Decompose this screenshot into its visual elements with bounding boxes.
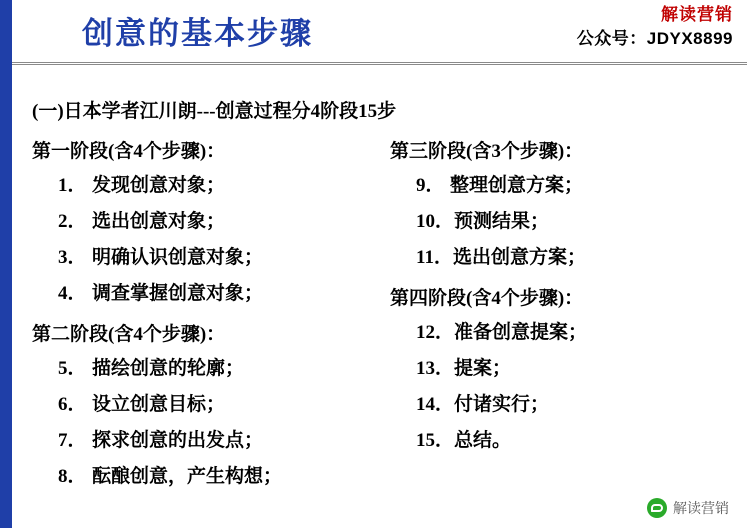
brand-name: 解读营销 — [661, 5, 733, 24]
list-item — [390, 242, 740, 269]
list-item — [390, 317, 740, 344]
item-text: 预测结果； — [454, 211, 550, 232]
item-number: 1． — [58, 175, 87, 196]
item-text: 提案； — [454, 358, 512, 379]
list-item — [390, 389, 740, 416]
stage-heading: 第一阶段(含4个步骤)： — [32, 141, 226, 162]
stage-heading: 第四阶段(含4个步骤)： — [390, 288, 584, 309]
item-number: 5． — [58, 358, 87, 379]
right-column — [390, 136, 740, 461]
list-item — [32, 389, 382, 416]
list-item — [390, 425, 740, 452]
item-number: 11． — [416, 247, 453, 268]
list-item — [32, 170, 382, 197]
wechat-logo-icon — [647, 498, 667, 518]
item-text: 准备创意提案； — [454, 322, 588, 343]
item-text: 描绘创意的轮廓； — [92, 358, 245, 379]
item-text: 探求创意的出发点； — [92, 430, 264, 451]
item-number: 10． — [416, 211, 455, 232]
item-text: 调查掌握创意对象； — [92, 283, 264, 304]
left-accent-bar — [0, 0, 12, 528]
item-text: 选出创意对象； — [92, 211, 226, 232]
list-item — [390, 353, 740, 380]
slide-header — [12, 0, 747, 62]
header-divider — [12, 62, 747, 65]
item-number: 6． — [58, 394, 87, 415]
item-number: 13． — [416, 358, 455, 379]
list-item — [32, 353, 382, 380]
item-text: 整理创意方案； — [450, 175, 584, 196]
item-number: 3． — [58, 247, 87, 268]
item-number: 14． — [416, 394, 455, 415]
footer-watermark — [647, 498, 729, 518]
item-text: 明确认识创意对象； — [92, 247, 264, 268]
item-number: 7． — [58, 430, 87, 451]
list-item — [390, 206, 740, 233]
intro-line: (一)日本学者江川朗---创意过程分4阶段15步 — [32, 101, 397, 122]
stage-heading: 第三阶段(含3个步骤)： — [390, 141, 584, 162]
item-number: 4． — [58, 283, 87, 304]
item-number: 12． — [416, 322, 455, 343]
list-item — [32, 206, 382, 233]
item-number: 2． — [58, 211, 87, 232]
brand-block — [577, 4, 733, 50]
list-item — [390, 170, 740, 197]
list-item — [32, 425, 382, 452]
list-item — [32, 278, 382, 305]
list-item — [32, 461, 382, 488]
item-number: 8． — [58, 466, 87, 487]
item-text: 选出创意方案； — [452, 247, 586, 268]
page-title: 创意的基本步骤 — [82, 16, 313, 51]
brand-account: 公众号：JDYX8899 — [576, 29, 733, 49]
item-text: 总结。 — [454, 430, 512, 451]
left-column — [32, 136, 382, 497]
item-text: 设立创意目标； — [92, 394, 226, 415]
slide-body — [12, 70, 747, 528]
item-text: 酝酿创意，产生构想； — [92, 466, 283, 487]
item-number: 9． — [416, 175, 445, 196]
footer-brand-label: 解读营销 — [673, 500, 729, 516]
list-item — [32, 242, 382, 269]
item-number: 15． — [416, 430, 455, 451]
item-text: 付诸实行； — [454, 394, 550, 415]
item-text: 发现创意对象； — [92, 175, 226, 196]
stage-heading: 第二阶段(含4个步骤)： — [32, 324, 226, 345]
